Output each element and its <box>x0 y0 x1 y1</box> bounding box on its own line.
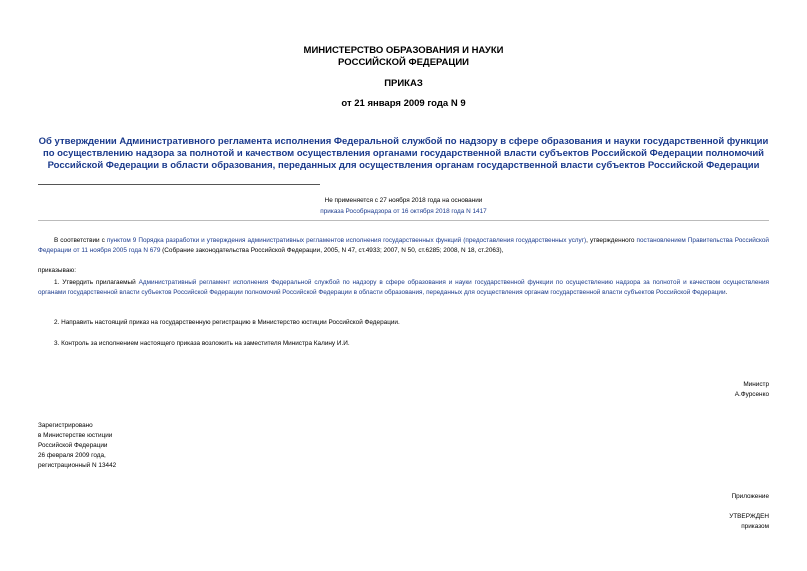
signature-name: А.Фурсенко <box>734 391 769 398</box>
document-date-number: от 21 января 2009 года N 9 <box>341 98 466 109</box>
procedure-link[interactable]: пунктом 9 Порядка разработки и утверждения административных регламентов исполнения государственных функций (предоставления государственных услуг) <box>106 237 587 244</box>
regulation-link[interactable]: Административный регламент исполнения Федеральной службой по надзору в сфере образования и науки государственной функции по осуществлению надзора за полнотой и качеством осуществления органами государственной власти субъектов Российской Федерации полномочий Российской Федерации в области образования, переданных для осуществления органам государственной власти субъектов Российской Федерации <box>38 279 769 296</box>
preamble-paragraph <box>38 236 769 255</box>
title-regulation-link[interactable]: Административного регламента исполнения Федеральной службой по надзору в сфере образования и науки государственной функции по осуществлению надзора за полнотой и качеством осуществления органами государственной власти субъектов Российской Федерации полномочий Российской Федерации в области образования, переданных для осуществления органам государственной власти субъектов Российской Федерации <box>42 136 769 171</box>
signature-position: Министр <box>743 381 769 388</box>
government-resolution-link[interactable]: постановлением Правительства Российской Федерации от 11 ноября 2005 года N 679 <box>38 237 769 254</box>
document-title <box>38 136 769 172</box>
order-item-1-suffix: . <box>725 288 728 296</box>
status-order-link[interactable]: приказа Рособрнадзора от 16 октября 2018 года N 1417 <box>320 208 487 215</box>
registration-line3: Российской Федерации <box>38 442 108 449</box>
preamble-text-3: (Собрание законодательства Российской Федерации, 2005, N 47, ст.4933; 2007, N 50, ст.6285; 2008, N 18, ст.2063), <box>160 246 504 254</box>
registration-line5: регистрационный N 13442 <box>38 462 117 469</box>
registration-line2: в Министерстве юстиции <box>38 432 113 439</box>
order-item-1 <box>38 278 769 297</box>
status-note-line2 <box>0 207 807 217</box>
registration-line4: 26 февраля 2009 года, <box>38 452 106 459</box>
order-item-3: 3. Контроль за исполнением настоящего приказа возложить на заместителя Министра Калину И.И. <box>54 340 350 347</box>
appendix-label: Приложение <box>731 493 769 500</box>
title-prefix: Об утверждении <box>38 136 120 147</box>
preamble-text-2: , утвержденного <box>586 237 637 244</box>
ministry-name-line1: МИНИСТЕРСТВО ОБРАЗОВАНИЯ И НАУКИ <box>303 45 504 56</box>
preamble-text-1: В соответствии с <box>54 237 107 244</box>
by-order-label: приказом <box>741 523 769 530</box>
title-divider <box>38 184 320 185</box>
approved-label: УТВЕРЖДЕН <box>729 513 769 520</box>
order-item-1-prefix: 1. Утвердить прилагаемый <box>54 279 139 286</box>
order-word: приказываю: <box>38 267 76 274</box>
status-divider <box>38 220 769 221</box>
registration-line1: Зарегистрировано <box>38 422 93 429</box>
ministry-name-line2: РОССИЙСКОЙ ФЕДЕРАЦИИ <box>337 57 469 68</box>
document-type: ПРИКАЗ <box>384 78 423 89</box>
order-item-2: 2. Направить настоящий приказ на государственную регистрацию в Министерство юстиции Российской Федерации. <box>54 319 400 326</box>
status-note-line1: Не применяется с 27 ноября 2018 года на основании <box>324 197 483 204</box>
